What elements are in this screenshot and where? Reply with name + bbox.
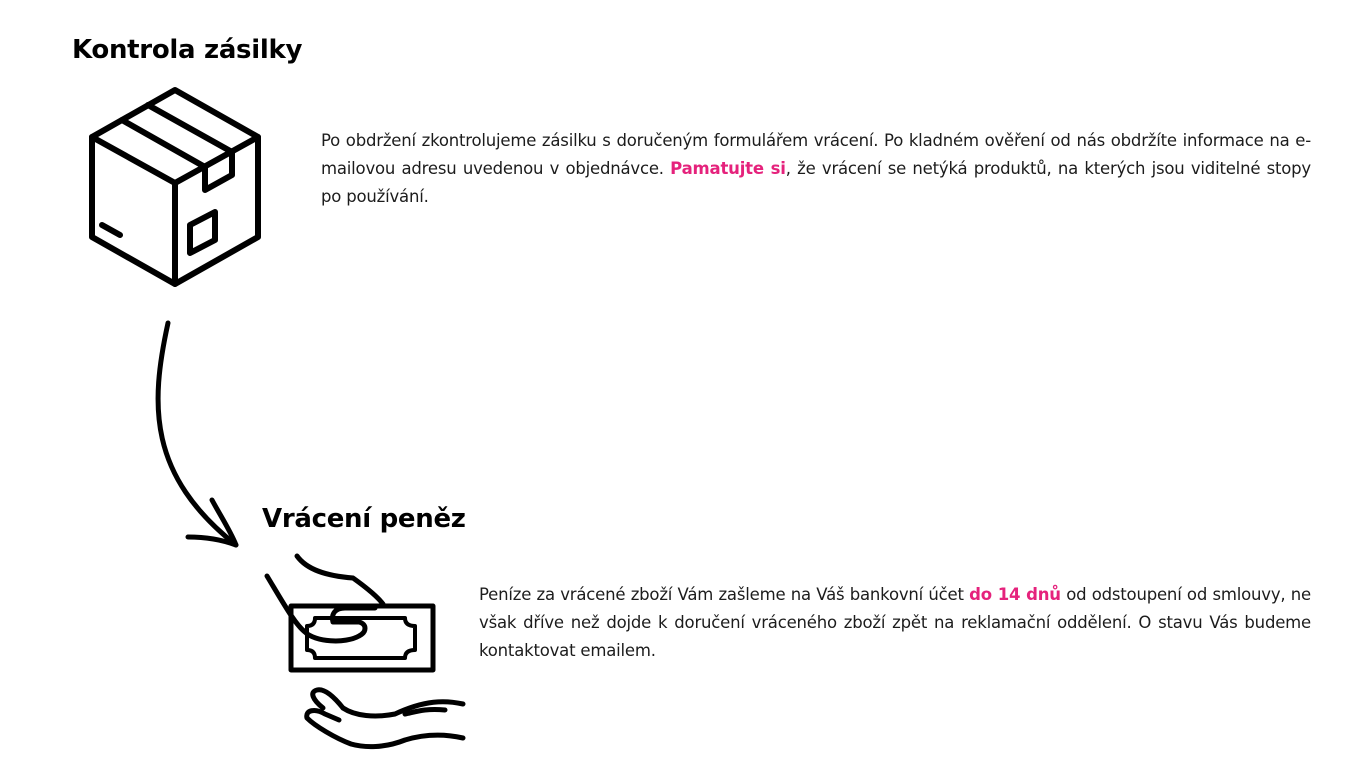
hand-giving-money-icon — [255, 548, 475, 758]
refund-text-b: od odstoupení od smlouvy, ne však dříve než dojde k doručení vráceného zboží zpět na reklamační oddělení. O stavu Vás budeme kontaktovat emailem. — [479, 585, 1311, 660]
section-title-refund: Vrácení peněz — [262, 504, 466, 534]
refund-description — [479, 581, 1311, 665]
curved-arrow-down-icon — [140, 315, 250, 555]
package-check-description — [321, 127, 1311, 211]
reminder-highlight: Pamatujte si — [670, 159, 786, 178]
package-check-text-a: Po obdržení zkontrolujeme zásilku s doručeným formulářem vrácení. Po kladném ověření od nás obdržíte informace na e-mailovou adresu uvedenou v objednávce. — [321, 131, 1311, 178]
package-box-icon — [80, 80, 270, 295]
package-check-text-b: , že vrácení se netýká produktů, na kterých jsou viditelné stopy po používání. — [321, 159, 1311, 206]
section-title-package-check: Kontrola zásilky — [72, 35, 303, 65]
refund-text-a: Peníze za vrácené zboží Vám zašleme na Váš bankovní účet — [479, 585, 970, 604]
refund-deadline-highlight: do 14 dnů — [969, 585, 1061, 604]
